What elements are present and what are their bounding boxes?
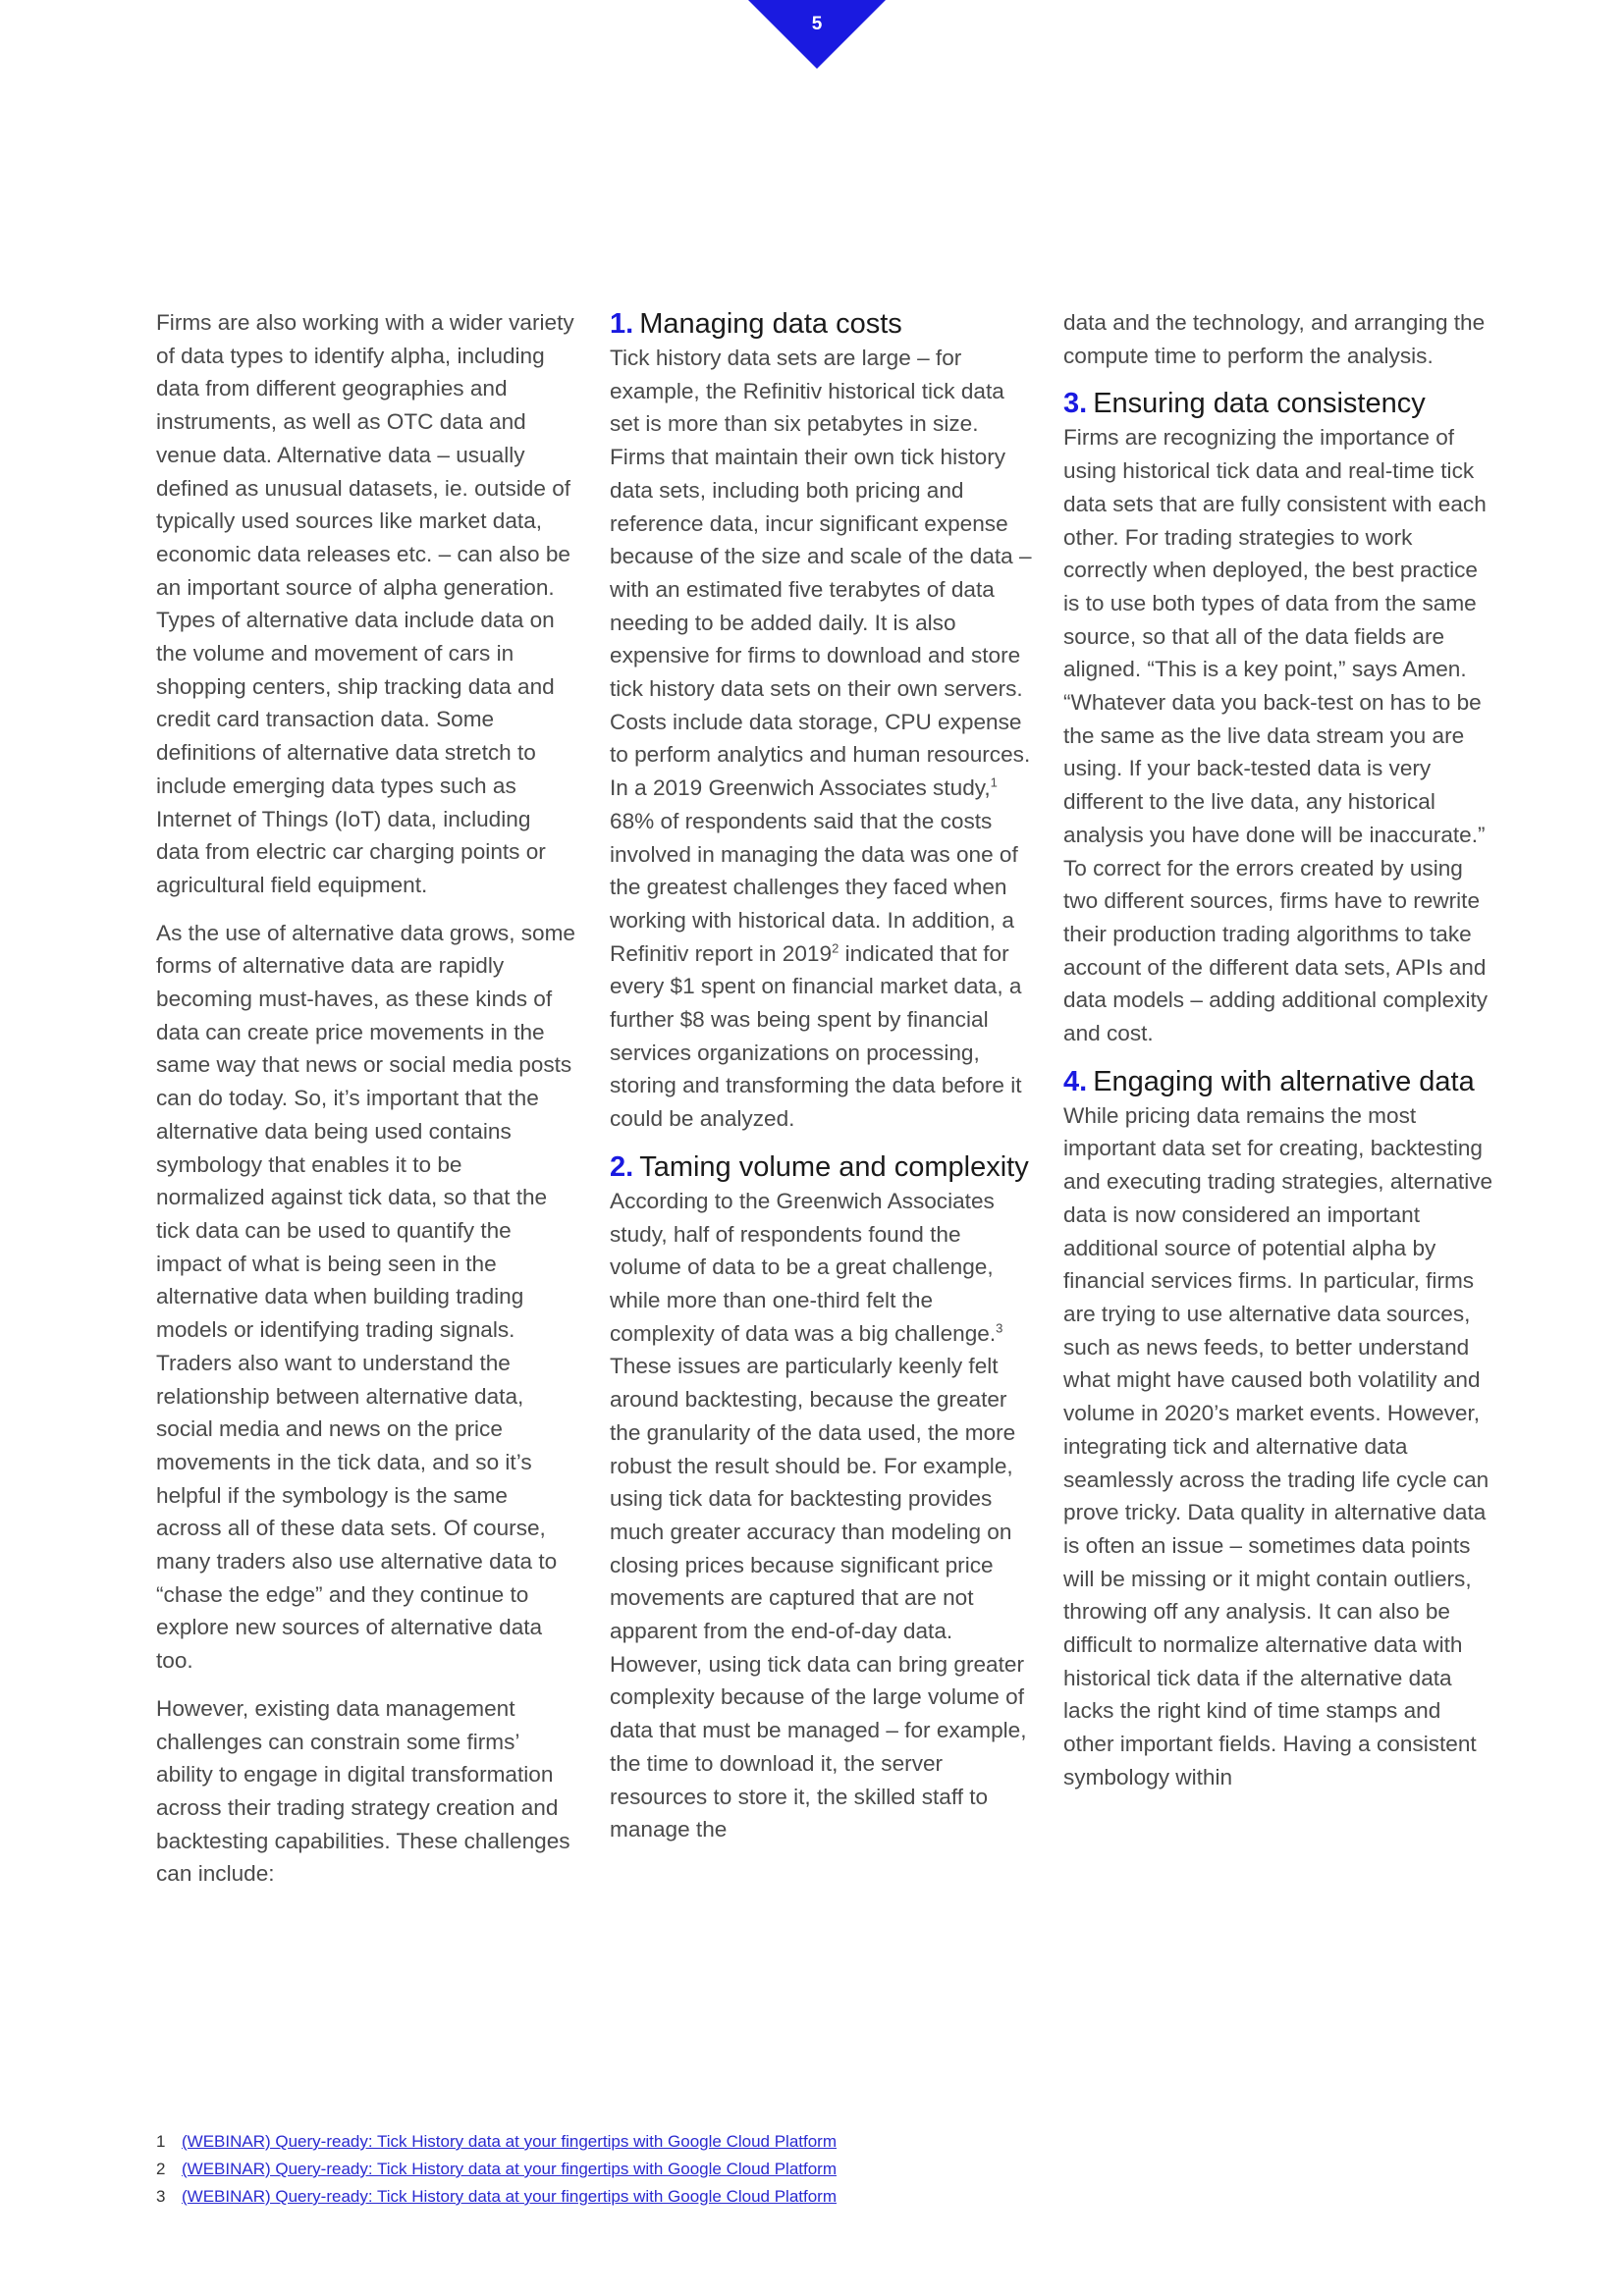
- page-number: 5: [811, 14, 823, 34]
- section-title: Engaging with alternative data: [1093, 1065, 1475, 1097]
- footnote-item: [156, 2128, 837, 2156]
- section-body-taming-volume: According to the Greenwich Associates study, half of respondents found the volume of data to be a great challenge, while more than one-third felt the complexity of data was a big challenge.$^3$ These issues are particularly keenly felt around backtesting, because the greater the granularity of the data used, the more robust the result should be. For example, using tick data for backtesting provides much greater accuracy than modeling on closing prices because significant price movements are captured that are not apparent from the end-of-day data. However, using tick data can bring greater complexity because of the large volume of data that must be managed – for example, the time to download it, the server resources to store it, the skilled staff to manage the: [610, 1188, 1027, 1842]
- footnote-reference: 2: [832, 940, 839, 956]
- footnote-number: 3: [156, 2187, 166, 2206]
- section-title: Ensuring data consistency: [1093, 388, 1426, 420]
- footnote-link[interactable]: (WEBINAR) Query-ready: Tick History data at your fingertips with Google Cloud Platform: [182, 2187, 838, 2206]
- section-title: Managing data costs: [639, 308, 902, 340]
- footnote-reference: 1: [990, 774, 998, 790]
- column-2: [610, 306, 1034, 1860]
- section-number: 1.: [610, 308, 634, 340]
- paragraph-challenges-intro: However, existing data management challenges can constrain some firms’ ability to engage in digital transformation across their trading strategy creation and backtesting capabilities. These challenges can include:: [156, 1695, 570, 1887]
- section-title: Taming volume and complexity: [639, 1150, 1029, 1183]
- paragraph-alternative-data-intro: Firms are also working with a wider variety of data types to identify alpha, including data from different geographies and instruments, as well as OTC data and venue data. Alternative data – usually defined as unusual datasets, ie. outside of typically used sources like market data, economic data releases etc. – can also be an important source of alpha generation. Types of alternative data include data on the volume and movement of cars in shopping centers, ship tracking data and credit card transaction data. Some definitions of alternative data stretch to include emerging data types such as Internet of Things (IoT) data, including data from electric car charging points or agricultural field equipment.: [156, 310, 574, 897]
- footnote-number: 1: [156, 2132, 166, 2151]
- section-body-data-consistency: Firms are recognizing the importance of using historical tick data and real-time tick data sets that are fully consistent with each other. For trading strategies to work correctly when deployed, the best practice is to use both types of data from the same source, so that all of the data fields are aligned. “This is a key point,” says Amen. “Whatever data you back-test on has to be the same as the live data stream you are using. If your back-tested data is very different to the live data, any historical analysis you have done will be inaccurate.” To correct for the errors created by using two different sources, firms have to rewrite their production trading algorithms to take account of the different data sets, APIs and data models – adding additional complexity and cost.: [1063, 425, 1489, 1046]
- column-1: [156, 306, 576, 1905]
- section-number: 2.: [610, 1150, 634, 1183]
- paragraph-alternative-data-growth: As the use of alternative data grows, some forms of alternative data are rapidly becoming must-haves, as these kinds of data can create price movements in the same way that news or social media posts can do today. So, it’s important that the alternative data being used contains symbology that enables it to be normalized against tick data, so that the tick data can be used to quantify the impact of what is being seen in the alternative data when building trading models or identifying trading signals. Traders also want to understand the relationship between alternative data, social media and news on the price movements in the tick data, and so it’s helpful if the symbology is the same across all of these data sets. Of course, many traders also use alternative data to “chase the edge” and they continue to explore new sources of alternative data too.: [156, 920, 575, 1674]
- footnotes: [156, 2128, 837, 2211]
- footnote-link[interactable]: (WEBINAR) Query-ready: Tick History data at your fingertips with Google Cloud Platform: [182, 2160, 838, 2178]
- section-heading-taming-volume: [610, 1149, 1034, 1185]
- section-heading-data-consistency: [1063, 386, 1495, 421]
- section-number: 4.: [1063, 1065, 1088, 1097]
- section-body-alternative-data: While pricing data remains the most important data set for creating, backtesting and executing trading strategies, alternative data is now considered an important additional source of potential alpha by financial services firms. In particular, firms are trying to use alternative data sources, such as news feeds, to better understand what might have caused both volatility and volume in 2020’s market events. However, integrating tick and alternative data seamlessly across the trading life cycle can prove tricky. Data quality in alternative data is often an issue – sometimes data points will be missing or it might contain outliers, throwing off any analysis. It can also be difficult to normalize alternative data with historical tick data if the alternative data lacks the right kind of time stamps and other important fields. Having a consistent symbology within: [1063, 1102, 1493, 1789]
- section-heading-managing-data-costs: [610, 306, 1034, 342]
- section-heading-alternative-data: [1063, 1064, 1495, 1099]
- section-number: 3.: [1063, 388, 1088, 420]
- section-body-managing-data-costs: Tick history data sets are large – for example, the Refinitiv historical tick data set is more than six petabytes in size. Firms that maintain their own tick history data sets, including both pricing and reference data, incur significant expense because of the size and scale of the data – with an estimated five terabytes of data needing to be added daily. It is also expensive for firms to download and store tick history data sets on their own servers. Costs include data storage, CPU expense to perform analytics and human resources. In a 2019 Greenwich Associates study,$^1$ 68% of respondents said that the costs involved in managing the data was one of the greatest challenges they faced when working with historical data. In addition, a Refinitiv report in 2019$^2$ indicated that for every $1 spent on financial market data, a further $8 was being spent by financial services organizations on processing, storing and transforming the data before it could be analyzed.: [610, 346, 1032, 1132]
- column-3: [1063, 306, 1495, 1808]
- continued-paragraph: data and the technology, and arranging the compute time to perform the analysis.: [1063, 310, 1486, 368]
- footnote-link[interactable]: (WEBINAR) Query-ready: Tick History data at your fingertips with Google Cloud Platform: [182, 2132, 838, 2151]
- footnote-item: [156, 2156, 837, 2183]
- footnote-reference: 3: [996, 1320, 1003, 1336]
- footnote-number: 2: [156, 2160, 166, 2178]
- footnote-item: [156, 2183, 837, 2211]
